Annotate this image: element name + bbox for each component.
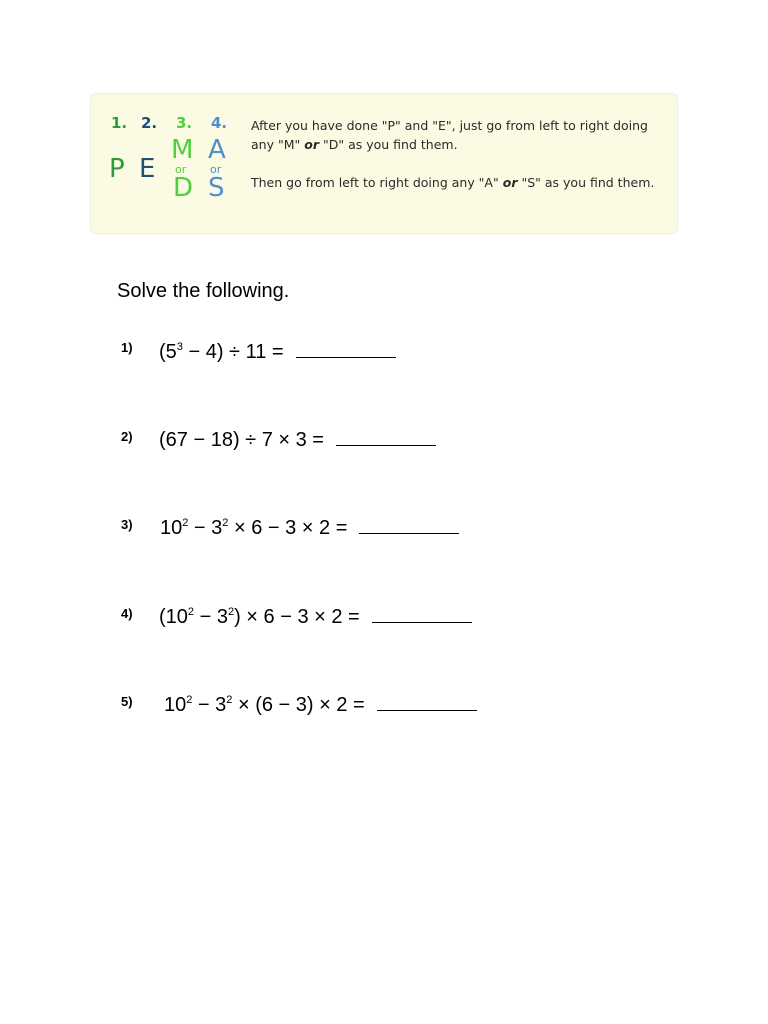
problem-3-expression: $10^2 - 3^2 \times 6 - 3 \times 2$ = [160,517,459,540]
problem-number-4: 4) [121,606,133,621]
problem-4-expression: $(10^2 - 3^2) \times 6 - 3 \times 2$ = [159,606,472,629]
problem-number-3: 3) [121,517,133,532]
problem-number-1: 1) [121,340,133,355]
rule-line-1: After you have done "P" and "E", just go from left to right doing [251,118,648,133]
step-number-1: 1. [111,114,128,132]
rule-line-2-start: any "M" [251,137,301,152]
letter-s: S [208,173,225,203]
or-label-md: or [175,163,187,176]
rule-or-emphasis-2: or [502,175,518,190]
step-number-2: 2. [141,114,158,132]
letter-d: D [173,173,194,203]
letter-a: A [208,135,226,165]
rule-line-2-end: "D" as you find them. [322,137,458,152]
worksheet-heading: Solve the following. [117,280,290,302]
problem-2-expression: (67 − 18) ÷ 7 × 3 = [159,429,436,452]
rule-or-emphasis: or [304,137,319,152]
answer-blank-1[interactable] [296,343,396,358]
problem-5-expression: $10^2 - 3^2 \times (6 - 3) \times 2$ = [164,694,477,717]
problem-number-5: 5) [121,694,133,709]
rule-as-text [251,173,654,192]
answer-blank-4[interactable] [372,608,472,623]
pemdas-rule-box [90,93,678,234]
rule-line-3-end: "S" as you find them. [521,175,655,190]
rule-line-3-start: Then go from left to right doing any "A" [251,175,499,190]
letter-p: P [109,154,125,184]
letter-m: M [171,135,194,165]
or-label-as: or [210,163,222,176]
problem-number-2: 2) [121,429,133,444]
letter-e: E [139,154,156,184]
problem-1-expression: $(5^3 - 4) \div 11$ = [159,341,396,364]
step-number-4: 4. [211,114,228,132]
answer-blank-2[interactable] [336,431,436,446]
answer-blank-3[interactable] [359,519,459,534]
step-number-3: 3. [176,114,193,132]
answer-blank-5[interactable] [377,696,477,711]
rule-md-text [251,116,648,154]
